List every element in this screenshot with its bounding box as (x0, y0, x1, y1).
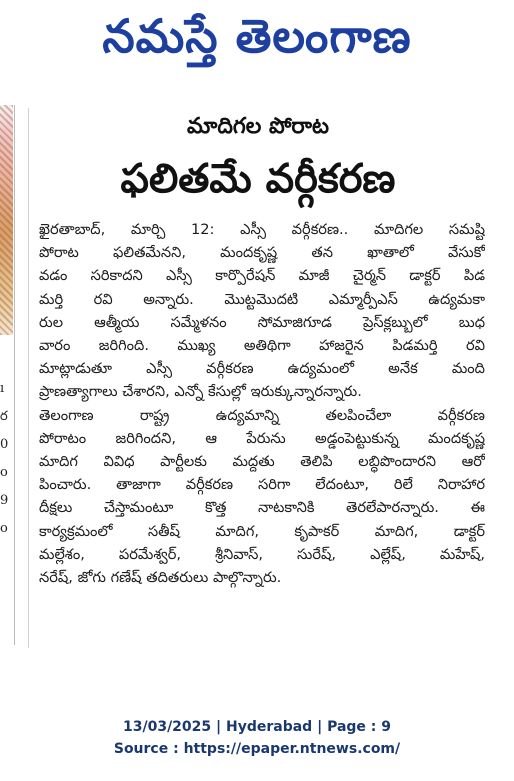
body-line: మాట్లాడుతూ ఎస్సీ వర్గీకరణ ఉద్యమంలో అనేక మంది (39, 360, 485, 378)
body-line: మల్లేశం, పరమేశ్వర్, శ్రీనివాస్, సురేష్, ఎల్లేష్, మహేష్, (39, 545, 485, 563)
fragment: 9 (0, 493, 9, 508)
body-line: ప్రాణత్యాగాలు చేశారని, ఎన్నో కేసుల్లో ఇరుక్కున్నారన్నారు. (39, 383, 362, 401)
fragment: o (0, 465, 8, 480)
body-line: పించారు. తాజాగా వర్గీకరణ సరిగా లేదంటూ, రిలే నిరాహార (39, 476, 485, 494)
body-line: దీక్షలు చేస్తామంటూ కొత్త నాటకానికి తెరలేపారన్నారు. ఈ (39, 499, 485, 517)
edition-info: 13/03/2025 | Hyderabad | Page : 9 (122, 719, 392, 735)
article-kicker: మాదిగల పోరాట (187, 114, 329, 139)
body-line: పోరాట ఫలితమేనని, మందకృష్ణ తన ఖాతాలో వేసుకో (39, 244, 485, 262)
body-line: తెలంగాణ రాష్ట్ర ఉద్యమాన్ని తలపించేలా వర్గీకరణ (39, 406, 485, 424)
fragment: 0 (0, 437, 9, 452)
body-line: పోరాటం జరిగిందని, ఆ పేరును అడ్డంపెట్టుకున్న మందకృష్ణ (39, 429, 485, 447)
clipping-footer (0, 716, 514, 760)
masthead (0, 0, 514, 84)
article-body (39, 218, 485, 589)
body-line: కార్యక్రమంలో సతీష్ మాదిగ, కృపాకర్ మాదిగ, డాక్టర్ (39, 522, 485, 540)
body-line: నరేష్, జోగు గణేష్ తదితరులు పాల్గొన్నారు. (39, 569, 282, 587)
adjacent-photo-edge (0, 105, 13, 335)
adjacent-text-fragments (0, 375, 13, 543)
fragment: o (0, 521, 8, 536)
body-line: మర్తి రవి అన్నారు. మొట్టమొదటి ఎమ్మార్పీఎస్ ఉద్యమకా (39, 290, 485, 308)
fragment: ర (0, 409, 8, 424)
body-line: రుల ఆత్మీయ సమ్మేళనం సోమాజిగూడ ప్రెస్‌క్లబ్బులో బుధ (39, 313, 485, 331)
body-line: వారం జరిగింది. ముఖ్య అతిథిగా హాజరైన పిడమర్తి రవి (39, 337, 485, 355)
source-link[interactable]: Source : https://epaper.ntnews.com/ (113, 741, 401, 757)
adjacent-article-strip (0, 105, 15, 645)
news-article (28, 108, 487, 648)
fragment: ı (0, 381, 5, 396)
newspaper-title: నమస్తే తెలంగాణ (102, 9, 412, 63)
article-headline: ఫలితమే వర్గీకరణ (120, 156, 396, 202)
body-line: వడం సరికాదని ఎస్సీ కార్పొరేషన్ మాజీ చైర్మన్ డాక్టర్ పిడ (39, 267, 485, 285)
body-line: మాదిగ వివిధ పార్టీలకు మద్దతు తెలిపి లబ్ధిపొందారని ఆరో (39, 453, 485, 471)
body-line: ఖైరతాబాద్, మార్చి 12: ఎస్సీ వర్గీకరణ.. మాదిగల సమష్టి (39, 221, 485, 238)
